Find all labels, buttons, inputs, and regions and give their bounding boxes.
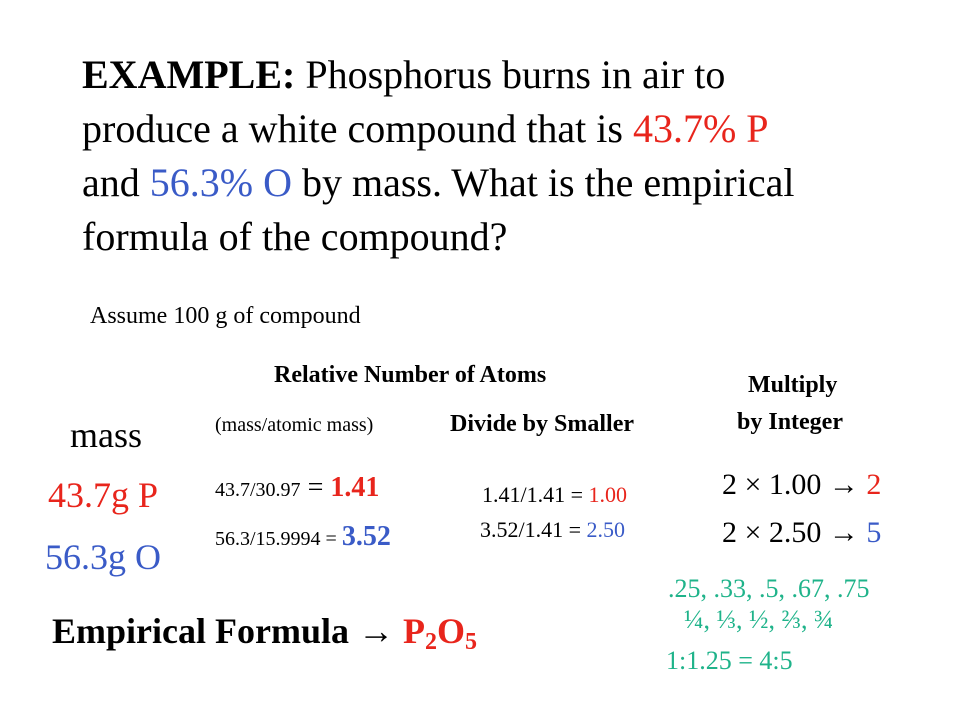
- problem-statement: [82, 48, 882, 264]
- phosphorus-multiply-calc: 2 × 1.00 → 2: [722, 468, 882, 501]
- decimal-hints: .25, .33, .5, .67, .75: [668, 574, 870, 603]
- ratio-hint: 1:1.25 = 4:5: [666, 646, 793, 675]
- problem-line-4: formula of the compound?: [82, 214, 508, 259]
- empirical-formula: [52, 610, 477, 655]
- formula-oxygen-subscript: 5: [464, 629, 477, 655]
- problem-line-2: produce a white compound that is 43.7% P: [82, 106, 769, 151]
- example-label: EXAMPLE:: [82, 52, 296, 97]
- phosphorus-moles-calc: 43.7/30.97 = 1.41: [215, 472, 380, 503]
- formula-phosphorus: P: [402, 611, 425, 651]
- phosphorus-subscript: 2: [866, 468, 882, 501]
- oxygen-moles: 3.52: [341, 521, 391, 552]
- formula-oxygen: O: [436, 611, 465, 651]
- empirical-formula-label: Empirical Formula →: [52, 611, 403, 651]
- relative-atoms-header: Relative Number of Atoms: [274, 362, 547, 388]
- multiply-header-line-1: Multiply: [748, 372, 838, 398]
- phosphorus-percent: 43.7% P: [632, 106, 769, 151]
- phosphorus-divide-calc: 1.41/1.41 = 1.00: [482, 482, 628, 507]
- multiply-header-line-2: by Integer: [737, 409, 843, 435]
- mass-header: mass: [70, 415, 142, 455]
- problem-line-1: EXAMPLE: Phosphorus burns in air to: [82, 52, 726, 97]
- assumption-text: Assume 100 g of compound: [90, 303, 361, 329]
- formula-phosphorus-subscript: 2: [424, 629, 437, 655]
- phosphorus-moles: 1.41: [330, 472, 380, 503]
- problem-line-3: and 56.3% O by mass. What is the empirical: [82, 160, 795, 205]
- divide-smaller-header: Divide by Smaller: [450, 411, 634, 437]
- oxygen-mass: 56.3g O: [45, 537, 161, 577]
- fraction-hints: ¼, ⅓, ½, ⅔, ¾: [684, 605, 834, 634]
- phosphorus-ratio: 1.00: [588, 482, 628, 507]
- oxygen-multiply-calc: 2 × 2.50 → 5: [722, 516, 882, 549]
- oxygen-percent: 56.3% O: [149, 160, 292, 205]
- oxygen-divide-calc: 3.52/1.41 = 2.50: [480, 517, 626, 542]
- mass-atomic-header: (mass/atomic mass): [215, 414, 374, 436]
- oxygen-ratio: 2.50: [586, 517, 626, 542]
- phosphorus-mass: 43.7g P: [48, 475, 159, 515]
- oxygen-moles-calc: 56.3/15.9994 = 3.52: [215, 521, 391, 552]
- oxygen-subscript: 5: [866, 516, 882, 549]
